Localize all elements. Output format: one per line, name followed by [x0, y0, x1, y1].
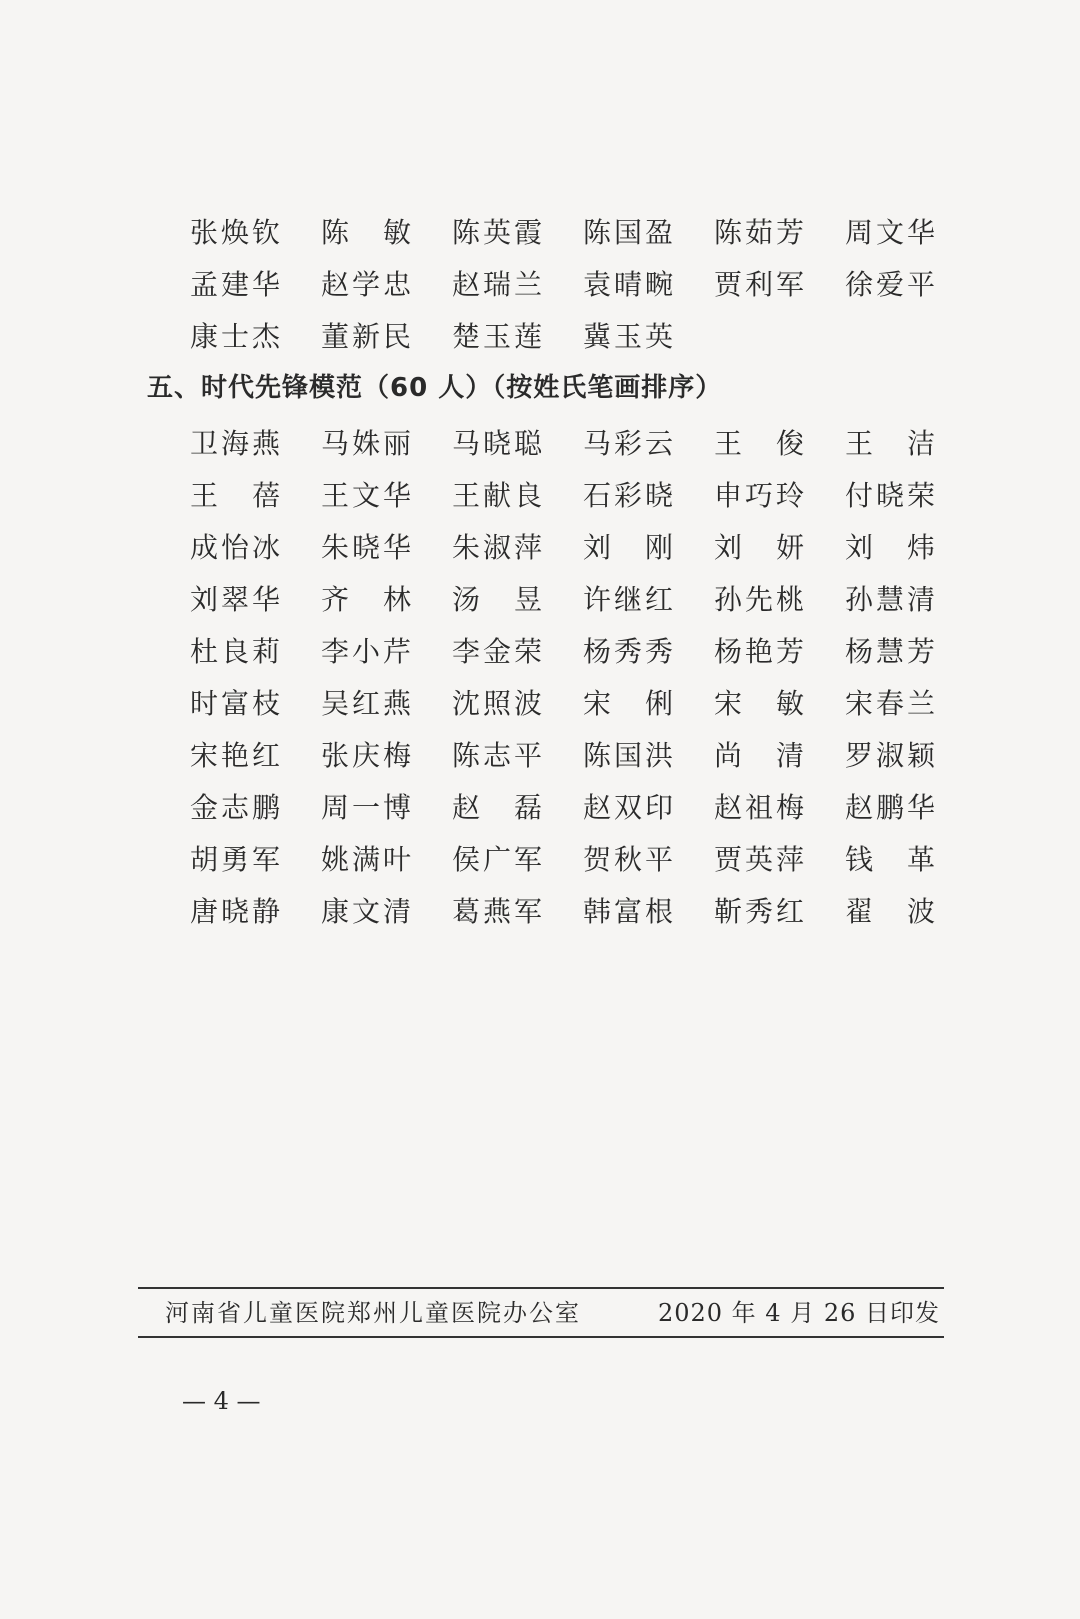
- name-entry: 王文华: [321, 479, 415, 512]
- name-entry: 王 蓓: [190, 479, 284, 512]
- name-entry: 冀玉英: [583, 320, 677, 353]
- name-entry: 康士杰: [190, 320, 284, 353]
- name-entry: 张庆梅: [321, 739, 415, 772]
- name-entry: 宋春兰: [845, 687, 939, 720]
- name-entry: 李小芹: [321, 635, 415, 668]
- name-entry: 宋 敏: [714, 687, 808, 720]
- name-entry: 韩富根: [583, 895, 677, 928]
- name-entry: 康文清: [321, 895, 415, 928]
- name-entry: 齐 林: [321, 583, 415, 616]
- name-entry: 孙慧清: [845, 583, 939, 616]
- name-entry: 袁晴畹: [583, 268, 677, 301]
- name-entry: 罗淑颖: [845, 739, 939, 772]
- name-entry: 董新民: [321, 320, 415, 353]
- section-title: 五、时代先锋模范（60 人）（按姓氏笔画排序）: [147, 373, 723, 403]
- name-entry: 陈国洪: [583, 739, 677, 772]
- name-entry: 刘 刚: [583, 531, 677, 564]
- name-entry: 刘 妍: [714, 531, 808, 564]
- page-number: — 4 —: [182, 1387, 261, 1415]
- name-entry: 贾利军: [714, 268, 808, 301]
- name-entry: 石彩晓: [583, 479, 677, 512]
- name-entry: 陈志平: [452, 739, 546, 772]
- name-entry: 汤 昱: [452, 583, 546, 616]
- name-entry: 刘 炜: [845, 531, 939, 564]
- name-entry: 陈 敏: [321, 216, 415, 249]
- name-entry: 赵学忠: [321, 268, 415, 301]
- name-entry: 陈国盈: [583, 216, 677, 249]
- name-entry: 成怡冰: [190, 531, 284, 564]
- name-entry: 朱晓华: [321, 531, 415, 564]
- name-entry: 卫海燕: [190, 427, 284, 460]
- name-entry: 马晓聪: [452, 427, 546, 460]
- name-entry: 申巧玲: [714, 479, 808, 512]
- name-entry: 葛燕军: [452, 895, 546, 928]
- name-entry: 沈照波: [452, 687, 546, 720]
- name-entry: 尚 清: [714, 739, 808, 772]
- name-entry: 吴红燕: [321, 687, 415, 720]
- name-entry: 周一博: [321, 791, 415, 824]
- name-entry: 楚玉莲: [452, 320, 546, 353]
- name-entry: 付晓荣: [845, 479, 939, 512]
- name-entry: 宋艳红: [190, 739, 284, 772]
- name-entry: 姚满叶: [321, 843, 415, 876]
- name-entry: 翟 波: [845, 895, 939, 928]
- name-entry: 张焕钦: [190, 216, 284, 249]
- name-entry: 周文华: [845, 216, 939, 249]
- name-entry: 马彩云: [583, 427, 677, 460]
- name-entry: 赵祖梅: [714, 791, 808, 824]
- name-entry: 朱淑萍: [452, 531, 546, 564]
- footer-rule-top: [138, 1287, 944, 1289]
- name-entry: 李金荣: [452, 635, 546, 668]
- name-entry: 马姝丽: [321, 427, 415, 460]
- name-entry: 赵 磊: [452, 791, 546, 824]
- name-entry: 杨艳芳: [714, 635, 808, 668]
- name-entry: 贾英萍: [714, 843, 808, 876]
- footer-date: 2020 年 4 月 26 日印发: [657, 1299, 940, 1327]
- name-entry: 靳秀红: [714, 895, 808, 928]
- name-entry: 时富枝: [190, 687, 284, 720]
- name-entry: 王 俊: [714, 427, 808, 460]
- name-entry: 孙先桃: [714, 583, 808, 616]
- name-entry: 孟建华: [190, 268, 284, 301]
- name-list-section5: [190, 418, 976, 938]
- name-entry: 赵双印: [583, 791, 677, 824]
- name-entry: 杜良莉: [190, 635, 284, 668]
- name-entry: 贺秋平: [583, 843, 677, 876]
- name-entry: 王 洁: [845, 427, 939, 460]
- name-entry: 宋 俐: [583, 687, 677, 720]
- name-entry: 许继红: [583, 583, 677, 616]
- name-entry: 杨慧芳: [845, 635, 939, 668]
- name-entry: 陈英霞: [452, 216, 546, 249]
- name-entry: 赵瑞兰: [452, 268, 546, 301]
- footer-office: 河南省儿童医院郑州儿童医院办公室: [165, 1299, 581, 1327]
- name-entry: 杨秀秀: [583, 635, 677, 668]
- name-entry: 陈茹芳: [714, 216, 808, 249]
- name-entry: 胡勇军: [190, 843, 284, 876]
- name-entry: 徐爱平: [845, 268, 939, 301]
- footer-rule-bottom: [138, 1336, 944, 1338]
- name-entry: 刘翠华: [190, 583, 284, 616]
- name-entry: 王献良: [452, 479, 546, 512]
- name-list-continued: [190, 207, 976, 363]
- name-entry: 金志鹏: [190, 791, 284, 824]
- name-entry: 钱 革: [845, 843, 939, 876]
- name-entry: 侯广军: [452, 843, 546, 876]
- name-entry: 唐晓静: [190, 895, 284, 928]
- name-entry: 赵鹏华: [845, 791, 939, 824]
